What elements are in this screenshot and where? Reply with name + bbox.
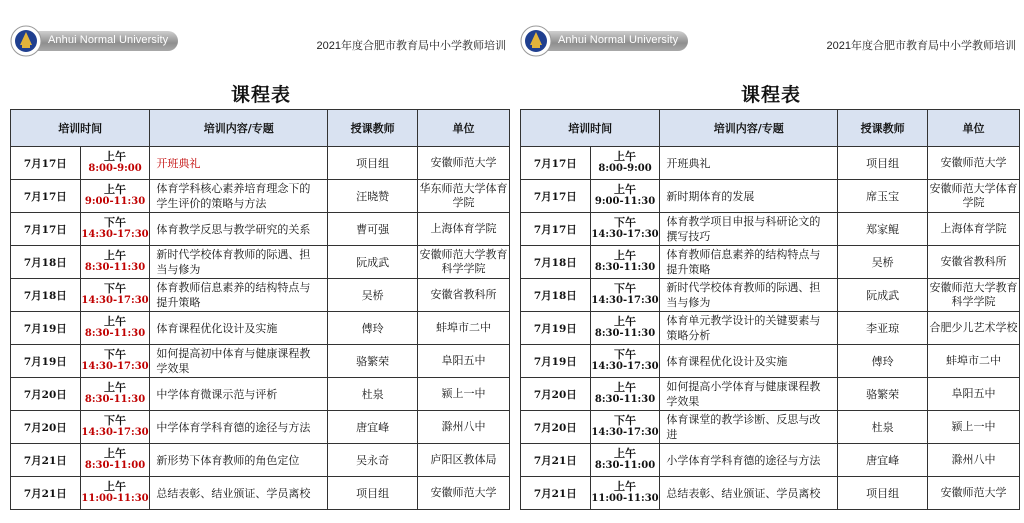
row-content: 中学体育微课示范与评析 bbox=[150, 378, 328, 411]
schedule-page-right bbox=[520, 0, 1022, 523]
col-teacher: 授课教师 bbox=[838, 110, 928, 147]
university-seal-icon bbox=[520, 25, 552, 57]
row-teacher: 吴永奇 bbox=[328, 444, 418, 477]
row-date: 7月17日 bbox=[521, 147, 591, 180]
row-unit: 阜阳五中 bbox=[928, 378, 1020, 411]
row-period: 上午 bbox=[104, 480, 127, 493]
row-time-range: 8:30-11:30 bbox=[594, 262, 656, 273]
row-date: 7月21日 bbox=[11, 477, 81, 510]
row-time-range: 14:30-17:30 bbox=[591, 229, 659, 240]
row-content: 总结表彰、结业颁证、学员离校 bbox=[150, 477, 328, 510]
row-date: 7月20日 bbox=[521, 378, 591, 411]
row-content: 中学体育学科育德的途径与方法 bbox=[150, 411, 328, 444]
row-content: 体育教师信息素养的结构特点与提升策略 bbox=[150, 279, 328, 312]
table-row bbox=[11, 345, 510, 378]
table-row bbox=[11, 411, 510, 444]
row-teacher: 汪晓赞 bbox=[328, 180, 418, 213]
row-teacher: 席玉宝 bbox=[838, 180, 928, 213]
table-row bbox=[521, 180, 1020, 213]
table-row bbox=[521, 246, 1020, 279]
row-time-range: 8:30-11:00 bbox=[594, 460, 656, 471]
row-teacher: 杜泉 bbox=[328, 378, 418, 411]
training-banner: 2021年度合肥市教育局中小学教师培训 bbox=[316, 40, 506, 52]
col-unit: 单位 bbox=[928, 110, 1020, 147]
row-time bbox=[80, 312, 150, 345]
row-unit: 安徽师范大学 bbox=[928, 147, 1020, 180]
row-date: 7月20日 bbox=[521, 411, 591, 444]
row-date: 7月17日 bbox=[11, 180, 81, 213]
row-content: 如何提高小学体育与健康课程教学效果 bbox=[660, 378, 838, 411]
row-time bbox=[80, 279, 150, 312]
row-unit: 颍上一中 bbox=[418, 378, 510, 411]
row-period: 上午 bbox=[104, 150, 127, 163]
row-date: 7月19日 bbox=[11, 345, 81, 378]
row-content: 总结表彰、结业颁证、学员离校 bbox=[660, 477, 838, 510]
row-time bbox=[590, 312, 660, 345]
row-period: 上午 bbox=[614, 480, 637, 493]
row-unit: 上海体育学院 bbox=[928, 213, 1020, 246]
row-period: 上午 bbox=[614, 150, 637, 163]
row-time bbox=[590, 345, 660, 378]
row-period: 下午 bbox=[614, 414, 637, 427]
row-teacher: 傅玲 bbox=[838, 345, 928, 378]
row-time-range: 14:30-17:30 bbox=[81, 361, 149, 372]
row-teacher: 唐宜峰 bbox=[328, 411, 418, 444]
row-unit: 安徽师范大学 bbox=[928, 477, 1020, 510]
row-period: 上午 bbox=[104, 249, 127, 262]
schedule-table bbox=[10, 109, 510, 510]
row-teacher: 项目组 bbox=[328, 477, 418, 510]
table-row bbox=[521, 213, 1020, 246]
row-content: 体育教学项目申报与科研论文的撰写技巧 bbox=[660, 213, 838, 246]
row-time bbox=[590, 180, 660, 213]
row-teacher: 傅玲 bbox=[328, 312, 418, 345]
row-unit: 安徽师范大学教育科学学院 bbox=[928, 279, 1020, 312]
row-unit: 蚌埠市二中 bbox=[928, 345, 1020, 378]
row-period: 上午 bbox=[614, 249, 637, 262]
table-row bbox=[521, 312, 1020, 345]
table-row bbox=[521, 477, 1020, 510]
row-unit: 合肥少儿艺术学校 bbox=[928, 312, 1020, 345]
row-time-range: 14:30-17:30 bbox=[81, 229, 149, 240]
row-date: 7月17日 bbox=[11, 213, 81, 246]
row-teacher: 骆繁荣 bbox=[838, 378, 928, 411]
row-time-range: 8:00-9:00 bbox=[88, 163, 142, 174]
row-date: 7月17日 bbox=[11, 147, 81, 180]
table-row bbox=[521, 345, 1020, 378]
row-content: 如何提高初中体育与健康课程教学效果 bbox=[150, 345, 328, 378]
row-teacher: 曹可强 bbox=[328, 213, 418, 246]
row-date: 7月18日 bbox=[11, 246, 81, 279]
row-unit: 阜阳五中 bbox=[418, 345, 510, 378]
row-unit: 安徽师范大学体育学院 bbox=[928, 180, 1020, 213]
table-row bbox=[11, 378, 510, 411]
row-date: 7月19日 bbox=[11, 312, 81, 345]
row-teacher: 骆繁荣 bbox=[328, 345, 418, 378]
row-teacher: 杜泉 bbox=[838, 411, 928, 444]
row-content: 小学体育学科育德的途径与方法 bbox=[660, 444, 838, 477]
row-period: 上午 bbox=[614, 183, 637, 196]
row-unit: 安徽师范大学 bbox=[418, 477, 510, 510]
university-name: Anhui Normal University bbox=[558, 34, 679, 46]
col-teacher: 授课教师 bbox=[328, 110, 418, 147]
row-time-range: 9:00-11:30 bbox=[594, 196, 656, 207]
row-content: 体育单元教学设计的关键要素与策略分析 bbox=[660, 312, 838, 345]
row-time-range: 11:00-11:30 bbox=[591, 493, 659, 504]
row-period: 下午 bbox=[104, 414, 127, 427]
schedule-page-left bbox=[10, 0, 512, 523]
row-time bbox=[80, 444, 150, 477]
row-time-range: 14:30-17:30 bbox=[591, 361, 659, 372]
row-teacher: 阮成武 bbox=[328, 246, 418, 279]
row-unit: 华东师范大学体育学院 bbox=[418, 180, 510, 213]
row-period: 下午 bbox=[614, 282, 637, 295]
row-date: 7月18日 bbox=[521, 246, 591, 279]
row-period: 下午 bbox=[104, 216, 127, 229]
row-time bbox=[590, 378, 660, 411]
row-period: 上午 bbox=[614, 447, 637, 460]
row-date: 7月17日 bbox=[521, 180, 591, 213]
row-content: 体育课程优化设计及实施 bbox=[660, 345, 838, 378]
row-time-range: 8:30-11:30 bbox=[84, 394, 146, 405]
row-period: 下午 bbox=[614, 348, 637, 361]
row-teacher: 项目组 bbox=[838, 477, 928, 510]
row-date: 7月20日 bbox=[11, 411, 81, 444]
row-time bbox=[590, 411, 660, 444]
table-row bbox=[521, 411, 1020, 444]
table-row bbox=[521, 444, 1020, 477]
row-time-range: 9:00-11:30 bbox=[84, 196, 146, 207]
row-teacher: 李亚琼 bbox=[838, 312, 928, 345]
row-date: 7月18日 bbox=[11, 279, 81, 312]
table-header-row bbox=[521, 110, 1020, 147]
row-time-range: 8:00-9:00 bbox=[598, 163, 652, 174]
row-content: 体育学科核心素养培育理念下的学生评价的策略与方法 bbox=[150, 180, 328, 213]
university-logo bbox=[10, 25, 180, 61]
row-unit: 安徽省教科所 bbox=[928, 246, 1020, 279]
row-time bbox=[590, 279, 660, 312]
row-time bbox=[80, 378, 150, 411]
table-header-row bbox=[11, 110, 510, 147]
table-row bbox=[11, 246, 510, 279]
row-date: 7月21日 bbox=[521, 477, 591, 510]
schedule-table bbox=[520, 109, 1020, 510]
row-time-range: 14:30-17:30 bbox=[591, 295, 659, 306]
row-period: 上午 bbox=[104, 183, 127, 196]
col-training-time: 培训时间 bbox=[521, 110, 660, 147]
page-title: 课程表 bbox=[740, 84, 801, 106]
row-unit: 庐阳区教体局 bbox=[418, 444, 510, 477]
row-content: 新时期体育的发展 bbox=[660, 180, 838, 213]
row-teacher: 郑家鲲 bbox=[838, 213, 928, 246]
row-unit: 蚌埠市二中 bbox=[418, 312, 510, 345]
row-time-range: 11:00-11:30 bbox=[81, 493, 149, 504]
row-teacher: 项目组 bbox=[838, 147, 928, 180]
col-content: 培训内容/专题 bbox=[150, 110, 328, 147]
row-content: 开班典礼 bbox=[150, 147, 328, 180]
row-period: 上午 bbox=[104, 447, 127, 460]
row-unit: 颍上一中 bbox=[928, 411, 1020, 444]
row-time bbox=[80, 246, 150, 279]
row-content: 开班典礼 bbox=[660, 147, 838, 180]
page-header bbox=[10, 8, 512, 68]
row-time-range: 8:30-11:30 bbox=[594, 394, 656, 405]
row-time-range: 8:30-11:30 bbox=[84, 262, 146, 273]
table-row bbox=[521, 279, 1020, 312]
table-row bbox=[11, 147, 510, 180]
row-time bbox=[590, 147, 660, 180]
table-row bbox=[11, 213, 510, 246]
row-content: 体育教学反思与教学研究的关系 bbox=[150, 213, 328, 246]
row-time bbox=[80, 411, 150, 444]
row-time bbox=[590, 246, 660, 279]
row-date: 7月18日 bbox=[521, 279, 591, 312]
row-time bbox=[80, 345, 150, 378]
row-time bbox=[80, 180, 150, 213]
row-teacher: 阮成武 bbox=[838, 279, 928, 312]
row-time-range: 8:30-11:00 bbox=[84, 460, 146, 471]
training-banner: 2021年度合肥市教育局中小学教师培训 bbox=[826, 40, 1016, 52]
table-row bbox=[11, 444, 510, 477]
row-date: 7月21日 bbox=[11, 444, 81, 477]
row-time-range: 14:30-17:30 bbox=[81, 295, 149, 306]
row-content: 体育教师信息素养的结构特点与提升策略 bbox=[660, 246, 838, 279]
row-period: 下午 bbox=[104, 282, 127, 295]
row-time-range: 8:30-11:30 bbox=[594, 328, 656, 339]
row-content: 体育课堂的教学诊断、反思与改进 bbox=[660, 411, 838, 444]
row-content: 新时代学校体育教师的际遇、担当与修为 bbox=[660, 279, 838, 312]
row-date: 7月21日 bbox=[521, 444, 591, 477]
row-time bbox=[80, 147, 150, 180]
col-training-time: 培训时间 bbox=[11, 110, 150, 147]
row-unit: 安徽师范大学教育科学学院 bbox=[418, 246, 510, 279]
row-content: 体育课程优化设计及实施 bbox=[150, 312, 328, 345]
row-teacher: 吴桥 bbox=[328, 279, 418, 312]
table-row bbox=[11, 477, 510, 510]
table-row bbox=[521, 147, 1020, 180]
table-row bbox=[11, 180, 510, 213]
row-time-range: 8:30-11:30 bbox=[84, 328, 146, 339]
row-period: 上午 bbox=[614, 315, 637, 328]
row-teacher: 项目组 bbox=[328, 147, 418, 180]
row-time-range: 14:30-17:30 bbox=[81, 427, 149, 438]
row-teacher: 吴桥 bbox=[838, 246, 928, 279]
row-time bbox=[80, 213, 150, 246]
page-header bbox=[520, 8, 1022, 68]
table-row bbox=[11, 279, 510, 312]
row-period: 下午 bbox=[614, 216, 637, 229]
col-unit: 单位 bbox=[418, 110, 510, 147]
row-unit: 滁州八中 bbox=[928, 444, 1020, 477]
row-date: 7月19日 bbox=[521, 345, 591, 378]
col-content: 培训内容/专题 bbox=[660, 110, 838, 147]
university-name: Anhui Normal University bbox=[48, 34, 169, 46]
row-time bbox=[590, 213, 660, 246]
row-period: 上午 bbox=[104, 381, 127, 394]
row-unit: 上海体育学院 bbox=[418, 213, 510, 246]
row-unit: 安徽师范大学 bbox=[418, 147, 510, 180]
table-row bbox=[521, 378, 1020, 411]
row-time-range: 14:30-17:30 bbox=[591, 427, 659, 438]
university-logo bbox=[520, 25, 690, 61]
row-time bbox=[80, 477, 150, 510]
row-date: 7月17日 bbox=[521, 213, 591, 246]
row-date: 7月20日 bbox=[11, 378, 81, 411]
page-title: 课程表 bbox=[230, 84, 291, 106]
row-period: 下午 bbox=[104, 348, 127, 361]
row-date: 7月19日 bbox=[521, 312, 591, 345]
row-teacher: 唐宜峰 bbox=[838, 444, 928, 477]
row-period: 上午 bbox=[104, 315, 127, 328]
university-seal-icon bbox=[10, 25, 42, 57]
table-row bbox=[11, 312, 510, 345]
row-content: 新形势下体育教师的角色定位 bbox=[150, 444, 328, 477]
row-content: 新时代学校体育教师的际遇、担当与修为 bbox=[150, 246, 328, 279]
row-unit: 安徽省教科所 bbox=[418, 279, 510, 312]
row-period: 上午 bbox=[614, 381, 637, 394]
row-time bbox=[590, 444, 660, 477]
row-time bbox=[590, 477, 660, 510]
row-unit: 滁州八中 bbox=[418, 411, 510, 444]
